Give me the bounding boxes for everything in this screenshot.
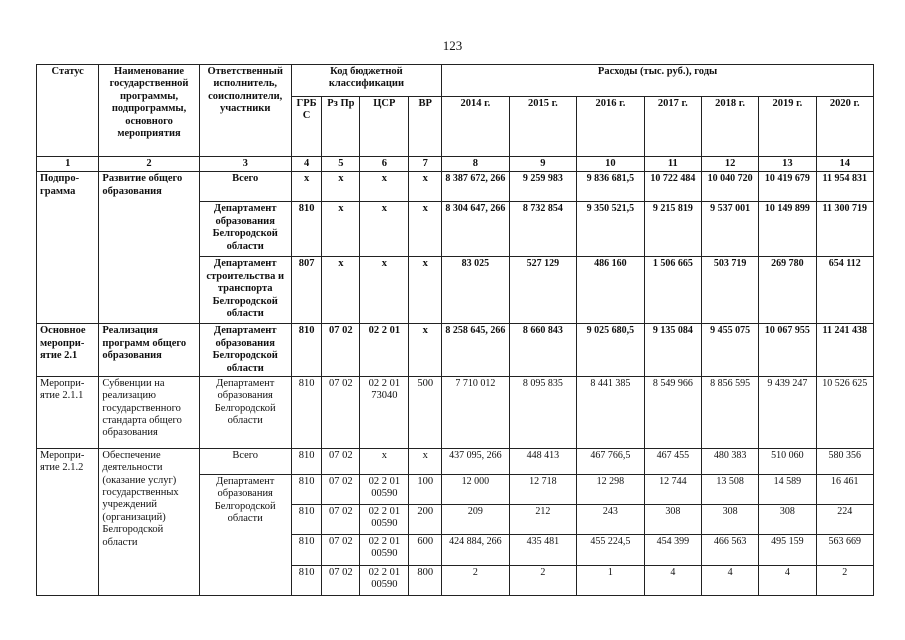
cell-vr: х — [409, 448, 442, 474]
cell-2019: 10 067 955 — [759, 324, 816, 377]
cell-2015: 8 660 843 — [509, 324, 577, 377]
cell-2020: 11 241 438 — [816, 324, 873, 377]
cell-2018: 503 719 — [701, 257, 758, 324]
cell-vr: 100 — [409, 474, 442, 504]
column-number: 14 — [816, 157, 873, 172]
cell-2018: 10 040 720 — [701, 172, 758, 202]
cell-2017: 8 549 966 — [644, 376, 701, 448]
cell-rzpr: х — [322, 172, 360, 202]
cell-2014: 8 387 672, 266 — [442, 172, 510, 202]
cell-2017: 10 722 484 — [644, 172, 701, 202]
column-number: 8 — [442, 157, 510, 172]
cell-vr: х — [409, 324, 442, 377]
budget-expenses-table — [36, 64, 874, 596]
cell-2015: 8 732 854 — [509, 202, 577, 257]
cell-2016: 1 — [577, 565, 645, 595]
row-executor: Департамент строительства и транспорта Белгородской области — [199, 257, 291, 324]
header-budget-code: Код бюджетной классификации — [291, 65, 441, 97]
cell-2015: 448 413 — [509, 448, 577, 474]
cell-2020: 16 461 — [816, 474, 873, 504]
cell-grbs: х — [291, 172, 322, 202]
table-row — [37, 324, 874, 377]
cell-rzpr: 07 02 — [322, 448, 360, 474]
page-number: 123 — [442, 38, 463, 53]
column-number: 12 — [701, 157, 758, 172]
cell-rzpr: 07 02 — [322, 534, 360, 565]
row-executor: Департамент образования Белгородской области — [199, 376, 291, 448]
cell-vr: 800 — [409, 565, 442, 595]
cell-2018: 466 563 — [701, 534, 758, 565]
cell-csr: 02 2 01 00590 — [360, 504, 409, 534]
column-number: 6 — [360, 157, 409, 172]
cell-2016: 9 836 681,5 — [577, 172, 645, 202]
cell-2017: 1 506 665 — [644, 257, 701, 324]
row-executor: Всего — [199, 448, 291, 474]
header-csr: ЦСР — [360, 97, 409, 157]
cell-grbs: 810 — [291, 448, 322, 474]
row-status: Основное меропри-ятие 2.1 — [37, 324, 99, 377]
header-program-name: Наименование государственной программы, подпрограммы, основного мероприятия — [99, 65, 199, 157]
column-number: 11 — [644, 157, 701, 172]
header-vr: ВР — [409, 97, 442, 157]
cell-2015: 9 259 983 — [509, 172, 577, 202]
row-status: Подпро-грамма — [37, 172, 99, 324]
header-year: 2017 г. — [644, 97, 701, 157]
header-rzpr: Рз Пр — [322, 97, 360, 157]
cell-2016: 8 441 385 — [577, 376, 645, 448]
cell-2019: 10 419 679 — [759, 172, 816, 202]
header-year: 2018 г. — [701, 97, 758, 157]
header-row-top — [37, 65, 874, 97]
cell-2018: 4 — [701, 565, 758, 595]
row-status: Меропри-ятие 2.1.1 — [37, 376, 99, 448]
cell-2016: 9 350 521,5 — [577, 202, 645, 257]
cell-csr: 02 2 01 00590 — [360, 534, 409, 565]
row-executor: Всего — [199, 172, 291, 202]
cell-rzpr: х — [322, 202, 360, 257]
header-year: 2014 г. — [442, 97, 510, 157]
cell-2018: 8 856 595 — [701, 376, 758, 448]
cell-2014: 83 025 — [442, 257, 510, 324]
header-expenses: Расходы (тыс. руб.), годы — [442, 65, 874, 97]
cell-2017: 4 — [644, 565, 701, 595]
cell-vr: х — [409, 257, 442, 324]
cell-2019: 269 780 — [759, 257, 816, 324]
column-number: 7 — [409, 157, 442, 172]
cell-csr: х — [360, 172, 409, 202]
column-number-row — [37, 157, 874, 172]
cell-2014: 7 710 012 — [442, 376, 510, 448]
cell-csr: 02 2 01 00590 — [360, 565, 409, 595]
cell-2014: 12 000 — [442, 474, 510, 504]
cell-csr: 02 2 01 00590 — [360, 474, 409, 504]
column-number: 3 — [199, 157, 291, 172]
column-number: 9 — [509, 157, 577, 172]
header-year: 2016 г. — [577, 97, 645, 157]
cell-2016: 9 025 680,5 — [577, 324, 645, 377]
row-name: Субвенции на реализацию государственного стандарта общего образования — [99, 376, 199, 448]
row-status: Меропри-ятие 2.1.2 — [37, 448, 99, 595]
cell-2020: 563 669 — [816, 534, 873, 565]
header-grbs: ГРБ С — [291, 97, 322, 157]
cell-csr: х — [360, 257, 409, 324]
cell-2018: 13 508 — [701, 474, 758, 504]
cell-2020: 2 — [816, 565, 873, 595]
cell-2018: 480 383 — [701, 448, 758, 474]
cell-vr: 600 — [409, 534, 442, 565]
cell-csr: х — [360, 448, 409, 474]
row-executor: Департамент образования Белгородской области — [199, 202, 291, 257]
cell-2015: 527 129 — [509, 257, 577, 324]
header-year: 2019 г. — [759, 97, 816, 157]
cell-2014: 437 095, 266 — [442, 448, 510, 474]
cell-2016: 467 766,5 — [577, 448, 645, 474]
cell-2019: 9 439 247 — [759, 376, 816, 448]
cell-2017: 467 455 — [644, 448, 701, 474]
column-number: 10 — [577, 157, 645, 172]
row-executor: Департамент образования Белгородской области — [199, 474, 291, 595]
cell-2020: 10 526 625 — [816, 376, 873, 448]
cell-csr: 02 2 01 — [360, 324, 409, 377]
row-name: Обеспечение деятельности (оказание услуг) государственных учреждений (организаций) Белгородской области — [99, 448, 199, 595]
cell-grbs: 807 — [291, 257, 322, 324]
row-name: Реализация программ общего образования — [99, 324, 199, 377]
cell-2019: 4 — [759, 565, 816, 595]
table-row — [37, 376, 874, 448]
cell-2016: 455 224,5 — [577, 534, 645, 565]
header-year: 2015 г. — [509, 97, 577, 157]
cell-csr: 02 2 01 73040 — [360, 376, 409, 448]
cell-rzpr: 07 02 — [322, 324, 360, 377]
cell-vr: х — [409, 172, 442, 202]
header-year: 2020 г. — [816, 97, 873, 157]
cell-rzpr: 07 02 — [322, 504, 360, 534]
cell-2019: 308 — [759, 504, 816, 534]
cell-2018: 9 537 001 — [701, 202, 758, 257]
cell-2017: 12 744 — [644, 474, 701, 504]
row-name: Развитие общего образования — [99, 172, 199, 324]
header-status: Статус — [37, 65, 99, 157]
cell-2017: 454 399 — [644, 534, 701, 565]
cell-2020: 224 — [816, 504, 873, 534]
cell-grbs: 810 — [291, 202, 322, 257]
cell-2016: 243 — [577, 504, 645, 534]
cell-2017: 9 135 084 — [644, 324, 701, 377]
cell-2020: 11 954 831 — [816, 172, 873, 202]
cell-csr: х — [360, 202, 409, 257]
cell-2019: 14 589 — [759, 474, 816, 504]
cell-vr: 200 — [409, 504, 442, 534]
cell-2015: 2 — [509, 565, 577, 595]
cell-2020: 580 356 — [816, 448, 873, 474]
cell-2015: 12 718 — [509, 474, 577, 504]
cell-2016: 486 160 — [577, 257, 645, 324]
cell-grbs: 810 — [291, 565, 322, 595]
column-number: 2 — [99, 157, 199, 172]
table-row — [37, 172, 874, 202]
cell-2019: 10 149 899 — [759, 202, 816, 257]
column-number: 13 — [759, 157, 816, 172]
column-number: 1 — [37, 157, 99, 172]
cell-2018: 9 455 075 — [701, 324, 758, 377]
cell-rzpr: 07 02 — [322, 376, 360, 448]
cell-rzpr: 07 02 — [322, 565, 360, 595]
cell-vr: х — [409, 202, 442, 257]
cell-2015: 435 481 — [509, 534, 577, 565]
cell-2015: 8 095 835 — [509, 376, 577, 448]
cell-rzpr: 07 02 — [322, 474, 360, 504]
cell-2016: 12 298 — [577, 474, 645, 504]
cell-grbs: 810 — [291, 534, 322, 565]
column-number: 5 — [322, 157, 360, 172]
row-executor: Департамент образования Белгородской области — [199, 324, 291, 377]
cell-grbs: 810 — [291, 376, 322, 448]
table-row — [37, 448, 874, 474]
cell-vr: 500 — [409, 376, 442, 448]
cell-2014: 2 — [442, 565, 510, 595]
cell-2017: 308 — [644, 504, 701, 534]
cell-2020: 654 112 — [816, 257, 873, 324]
cell-2014: 8 304 647, 266 — [442, 202, 510, 257]
cell-2014: 424 884, 266 — [442, 534, 510, 565]
cell-2017: 9 215 819 — [644, 202, 701, 257]
cell-2014: 209 — [442, 504, 510, 534]
cell-2014: 8 258 645, 266 — [442, 324, 510, 377]
cell-2020: 11 300 719 — [816, 202, 873, 257]
cell-2018: 308 — [701, 504, 758, 534]
column-number: 4 — [291, 157, 322, 172]
cell-2019: 510 060 — [759, 448, 816, 474]
cell-2015: 212 — [509, 504, 577, 534]
cell-grbs: 810 — [291, 504, 322, 534]
cell-2019: 495 159 — [759, 534, 816, 565]
header-executor: Ответственный исполнитель, соисполнители, участники — [199, 65, 291, 157]
cell-rzpr: х — [322, 257, 360, 324]
cell-grbs: 810 — [291, 324, 322, 377]
cell-grbs: 810 — [291, 474, 322, 504]
